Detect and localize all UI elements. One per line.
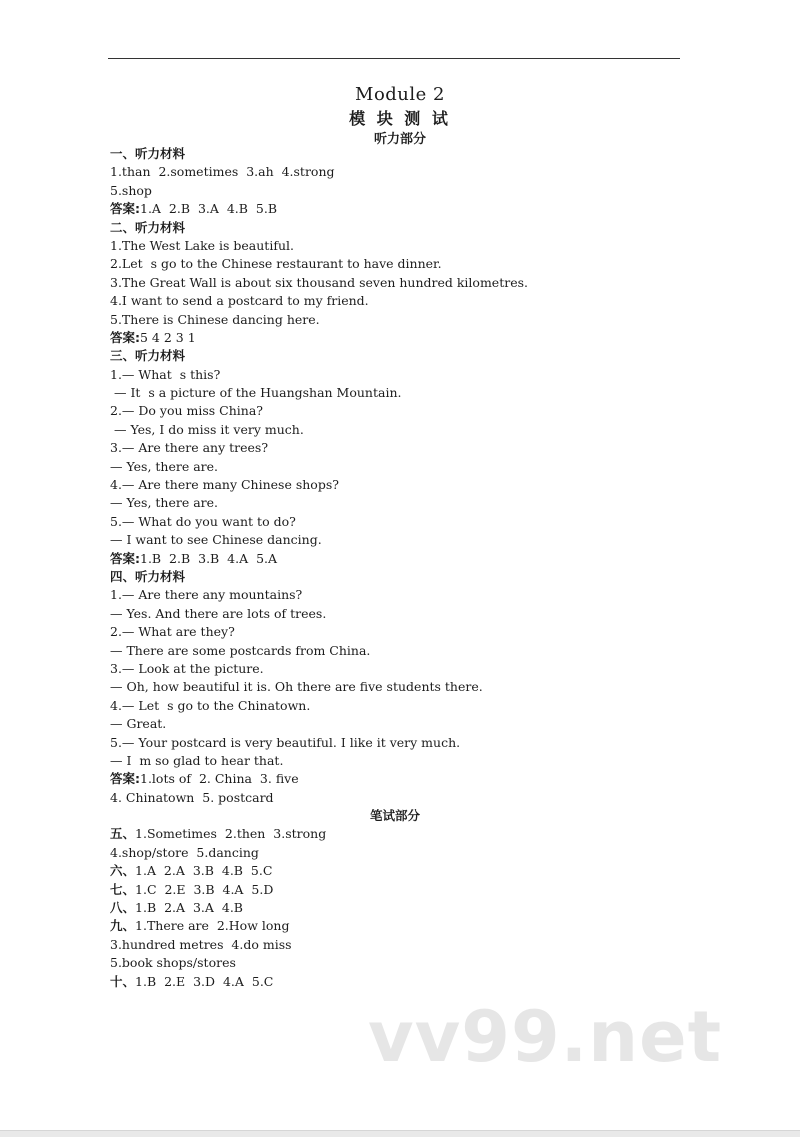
page-bottom-edge	[0, 1130, 800, 1137]
answer-text: 1.Sometimes 2.then 3.strong	[135, 826, 327, 842]
text-line: 4.— Are there many Chinese shops?	[110, 477, 339, 493]
question-number-label: 七、	[110, 881, 136, 897]
text-line: 3.hundred metres 4.do miss	[110, 936, 292, 952]
text-line: — Yes, there are.	[110, 495, 219, 511]
question-number-label: 五、	[110, 826, 136, 842]
text-line: 5.There is Chinese dancing here.	[110, 311, 320, 327]
answer-content	[110, 145, 710, 991]
numbered-answer-line	[110, 899, 710, 917]
watermark: vv99.net	[368, 996, 723, 1078]
text-line: — It s a picture of the Huangshan Mountain.	[110, 385, 402, 401]
text-line: 1.— What s this?	[110, 366, 221, 382]
text-line: 2.— Do you miss China?	[110, 403, 264, 419]
text-line: 3.— Look at the picture.	[110, 660, 264, 676]
test-title: 模 块 测 试	[349, 109, 451, 128]
text-line: — I m so glad to hear that.	[110, 752, 284, 768]
answer-line	[110, 200, 710, 218]
answer-text: 1.There are 2.How long	[135, 918, 290, 934]
text-line: — I want to see Chinese dancing.	[110, 532, 322, 548]
answer-label: 答案:	[110, 550, 140, 566]
answer-line	[110, 770, 710, 788]
section-heading: 一、听力材料	[110, 146, 186, 161]
answer-text: 1.A 2.B 3.A 4.B 5.B	[140, 201, 278, 217]
answer-label: 答案:	[110, 771, 140, 787]
answer-line	[110, 550, 710, 568]
writing-section	[110, 825, 710, 991]
text-line: — Yes, I do miss it very much.	[110, 421, 304, 437]
answer-text: 1.A 2.A 3.B 4.B 5.C	[135, 863, 273, 879]
text-line: 4.— Let s go to the Chinatown.	[110, 697, 311, 713]
text-line: — Oh, how beautiful it is. Oh there are five students there.	[110, 679, 483, 695]
answer-text: 1.lots of 2. China 3. five	[140, 771, 299, 787]
text-line: 2.Let s go to the Chinese restaurant to have dinner.	[110, 256, 442, 272]
text-line: — Great.	[110, 716, 167, 732]
numbered-answer-line	[110, 917, 710, 935]
answer-line	[110, 329, 710, 347]
text-line: 4.I want to send a postcard to my friend.	[110, 293, 369, 309]
answer-text: 1.B 2.B 3.B 4.A 5.A	[140, 550, 278, 566]
text-line: — There are some postcards from China.	[110, 642, 371, 658]
text-line: 5.book shops/stores	[110, 955, 236, 971]
text-line: 4.shop/store 5.dancing	[110, 844, 259, 860]
question-number-label: 六、	[110, 863, 136, 879]
text-line: 4. Chinatown 5. postcard	[110, 789, 274, 805]
top-rule	[108, 58, 680, 59]
text-line: 5.shop	[110, 182, 152, 198]
module-title: Module 2	[355, 84, 445, 105]
section-heading: 二、听力材料	[110, 219, 186, 235]
numbered-answer-line	[110, 973, 710, 991]
listening-section	[110, 145, 710, 807]
text-line: 2.— What are they?	[110, 624, 235, 640]
text-line: 1.The West Lake is beautiful.	[110, 237, 294, 253]
text-line: 5.— Your postcard is very beautiful. I like it very much.	[110, 734, 461, 750]
section-heading: 四、听力材料	[110, 568, 186, 584]
text-line: 3.— Are there any trees?	[110, 440, 269, 456]
answer-label: 答案:	[110, 329, 140, 345]
section-heading: 三、听力材料	[110, 348, 186, 364]
answer-text: 1.C 2.E 3.B 4.A 5.D	[135, 881, 274, 897]
text-line: — Yes, there are.	[110, 458, 219, 474]
listening-part-title: 听力部分	[373, 132, 426, 147]
text-line: 5.— What do you want to do?	[110, 513, 296, 529]
numbered-answer-line	[110, 825, 710, 843]
question-number-label: 十、	[110, 973, 136, 989]
question-number-label: 九、	[110, 918, 136, 934]
numbered-answer-line	[110, 881, 710, 899]
text-line: 1.— Are there any mountains?	[110, 587, 303, 603]
text-line: 3.The Great Wall is about six thousand seven hundred kilometres.	[110, 274, 528, 290]
answer-text: 1.B 2.A 3.A 4.B	[135, 900, 243, 916]
question-number-label: 八、	[110, 900, 136, 916]
answer-label: 答案:	[110, 201, 140, 217]
answer-text: 1.B 2.E 3.D 4.A 5.C	[135, 973, 274, 989]
text-line: 1.than 2.sometimes 3.ah 4.strong	[110, 164, 335, 180]
text-line: — Yes. And there are lots of trees.	[110, 605, 327, 621]
writing-part-title: 笔试部分	[369, 808, 420, 824]
answer-text: 5 4 2 3 1	[140, 329, 196, 345]
numbered-answer-line	[110, 862, 710, 880]
